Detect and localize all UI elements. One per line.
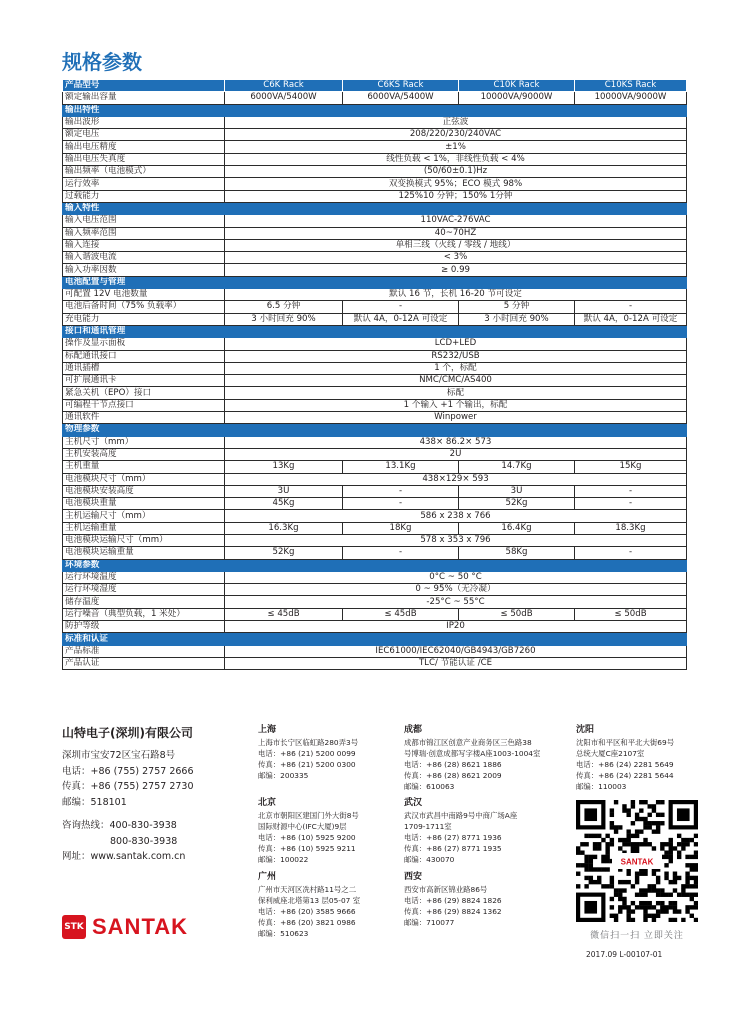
spec-label-cell: 电池模块运输重量 [63, 547, 225, 559]
spec-label-cell: 输入特性 [63, 202, 687, 214]
spec-value-cell: 45Kg [225, 498, 343, 510]
spec-value-cell: 438×129× 593 [225, 473, 687, 485]
spec-label-cell: 输入功率因数 [63, 264, 225, 276]
office-line: 北京市朝阳区建国门外大街8号 [258, 811, 359, 820]
spec-label-cell: 充电能力 [63, 313, 225, 325]
spec-value-cell: 40~70HZ [225, 227, 687, 239]
spec-label-cell: 主机运输重量 [63, 522, 225, 534]
section-header-row [63, 202, 687, 214]
spec-value-cell: - [575, 485, 687, 497]
spec-row [63, 129, 687, 141]
spec-label-cell: 产品型号 [63, 80, 225, 92]
spec-value-cell: IEC61000/IEC62040/GB4943/GB7260 [225, 645, 687, 657]
spec-label-cell: 可配置 12V 电池数量 [63, 289, 225, 301]
spec-row [63, 522, 687, 534]
spec-value-cell: 110VAC-276VAC [225, 215, 687, 227]
spec-value-cell: 双变换模式 95%；ECO 模式 98% [225, 178, 687, 190]
spec-value-cell: -25°C ~ 55°C [225, 596, 687, 608]
spec-label-cell: 电池配置与管理 [63, 276, 687, 288]
spec-value-cell: LCD+LED [225, 338, 687, 350]
qr-badge: SANTAK [620, 857, 654, 867]
spec-row [63, 547, 687, 559]
spec-value-cell: 14.7Kg [459, 461, 575, 473]
spec-value-cell: 正弦波 [225, 116, 687, 128]
office-line: 电话：+86 (21) 5200 0099 [258, 749, 356, 758]
office-xian [404, 871, 502, 928]
spec-label-cell: 可编程干节点接口 [63, 399, 225, 411]
spec-value-cell: C6K Rack [225, 80, 343, 92]
spec-value-cell: 13Kg [225, 461, 343, 473]
model-header-row [63, 80, 687, 92]
spec-row [63, 621, 687, 633]
office-line: 电话：+86 (28) 8621 1886 [404, 760, 502, 769]
spec-label-cell: 物理参数 [63, 424, 687, 436]
office-city: 北京 [258, 798, 277, 808]
spec-row [63, 375, 687, 387]
office-shanghai [258, 724, 358, 781]
spec-row [63, 239, 687, 251]
section-header-row [63, 633, 687, 645]
spec-value-cell: 1 个输入 +1 个输出，标配 [225, 399, 687, 411]
spec-row [63, 92, 687, 104]
spec-value-cell: - [575, 498, 687, 510]
spec-label-cell: 电池后备时间（75% 负载率） [63, 301, 225, 313]
company-name: 山特电子(深圳)有限公司 [62, 726, 193, 740]
spec-value-cell: 标配 [225, 387, 687, 399]
spec-row [63, 289, 687, 301]
spec-value-cell: ≤ 50dB [459, 608, 575, 620]
spec-label-cell: 产品标准 [63, 645, 225, 657]
office-line: 邮编：610063 [404, 782, 455, 791]
spec-label-cell: 输入电压范围 [63, 215, 225, 227]
spec-value-cell: 52Kg [225, 547, 343, 559]
spec-value-cell: 578 x 353 x 796 [225, 534, 687, 546]
spec-row [63, 473, 687, 485]
spec-value-cell: 18.3Kg [575, 522, 687, 534]
office-line: 传真：+86 (24) 2281 5644 [576, 771, 674, 780]
spec-row [63, 215, 687, 227]
spec-value-cell: C10K Rack [459, 80, 575, 92]
spec-label-cell: 运行噪音（典型负载，1 米处） [63, 608, 225, 620]
office-line: 邮编：100022 [258, 855, 309, 864]
page-title: 规格参数 [62, 50, 142, 74]
spec-row [63, 596, 687, 608]
spec-value-cell: 10000VA/9000W [575, 92, 687, 104]
qr-caption: 微信扫一扫 立即关注 [590, 931, 684, 941]
spec-value-cell: 438× 86.2× 573 [225, 436, 687, 448]
office-line: 邮编：110003 [576, 782, 627, 791]
company-tel: 电话：+86 (755) 2757 2666 [62, 765, 194, 777]
spec-value-cell: Winpower [225, 412, 687, 424]
wechat-qr-code[interactable] [576, 800, 698, 922]
spec-label-cell: 输出特性 [63, 104, 687, 116]
spec-value-cell: 线性负载 < 1%，非线性负载 < 4% [225, 153, 687, 165]
office-line: 电话：+86 (24) 2281 5649 [576, 760, 674, 769]
spec-value-cell: - [343, 485, 459, 497]
spec-value-cell: 52Kg [459, 498, 575, 510]
spec-row [63, 313, 687, 325]
spec-label-cell: 运行效率 [63, 178, 225, 190]
section-header-row [63, 424, 687, 436]
office-line: 传真：+86 (27) 8771 1935 [404, 844, 502, 853]
spec-label-cell: 额定输出容量 [63, 92, 225, 104]
spec-value-cell: 0°C ~ 50 °C [225, 571, 687, 583]
spec-row [63, 264, 687, 276]
spec-row [63, 178, 687, 190]
company-hotline: 咨询热线：400-830-3938 [62, 820, 177, 831]
spec-label-cell: 通讯软件 [63, 412, 225, 424]
office-line: 成都市锦江区创意产业商务区三色路38 [404, 738, 532, 747]
spec-label-cell: 标准和认证 [63, 633, 687, 645]
office-line: 传真：+86 (29) 8824 1362 [404, 907, 502, 916]
spec-value-cell: 1 个，标配 [225, 362, 687, 374]
spec-row [63, 448, 687, 460]
office-line: 1709-1711室 [404, 822, 452, 831]
spec-label-cell: 标配通讯接口 [63, 350, 225, 362]
spec-value-cell: 0 ~ 95%（无冷凝） [225, 584, 687, 596]
office-line: 保利威座北塔第13 层05-07 室 [258, 896, 361, 905]
spec-value-cell: 586 x 238 x 766 [225, 510, 687, 522]
spec-value-cell: 默认 16 节，长机 16-20 节可设定 [225, 289, 687, 301]
office-line: 传真：+86 (28) 8621 2009 [404, 771, 502, 780]
spec-label-cell: 防护等级 [63, 621, 225, 633]
spec-label-cell: 输出电压精度 [63, 141, 225, 153]
santak-logo [62, 914, 188, 940]
spec-row [63, 657, 687, 669]
spec-row [63, 584, 687, 596]
spec-label-cell: 通讯插槽 [63, 362, 225, 374]
company-address: 深圳市宝安72区宝石路8号 [62, 750, 176, 761]
spec-label-cell: 主机尺寸（mm） [63, 436, 225, 448]
section-header-row [63, 559, 687, 571]
spec-value-cell: (50/60±0.1)Hz [225, 166, 687, 178]
spec-value-cell: 3U [225, 485, 343, 497]
spec-row [63, 461, 687, 473]
spec-value-cell: 125%10 分钟；150% 1分钟 [225, 190, 687, 202]
spec-row [63, 436, 687, 448]
spec-value-cell: 208/220/230/240VAC [225, 129, 687, 141]
spec-value-cell: NMC/CMC/AS400 [225, 375, 687, 387]
spec-value-cell: 默认 4A，0-12A 可设定 [343, 313, 459, 325]
spec-label-cell: 操作及显示面板 [63, 338, 225, 350]
spec-label-cell: 主机安装高度 [63, 448, 225, 460]
office-line: 传真：+86 (20) 3821 0986 [258, 918, 356, 927]
office-line: 邮编：430070 [404, 855, 455, 864]
office-line: 邮编：510623 [258, 929, 309, 938]
office-beijing [258, 797, 359, 865]
company-website[interactable]: 网址：www.santak.com.cn [62, 851, 186, 862]
spec-row [63, 498, 687, 510]
spec-label-cell: 接口和通讯管理 [63, 325, 687, 337]
office-line: 电话：+86 (29) 8824 1826 [404, 896, 502, 905]
spec-value-cell: 6000VA/5400W [225, 92, 343, 104]
company-zip: 邮编：518101 [62, 796, 127, 808]
logo-text: SANTAK [92, 914, 189, 939]
spec-value-cell: 6000VA/5400W [343, 92, 459, 104]
spec-value-cell: 18Kg [343, 522, 459, 534]
spec-value-cell: IP20 [225, 621, 687, 633]
office-wuhan [404, 797, 517, 865]
spec-label-cell: 运行环境湿度 [63, 584, 225, 596]
company-hotline-2: 800-830-3938 [110, 835, 178, 847]
spec-row [63, 190, 687, 202]
office-line: 武汉市武昌中南路9号中商广场A座 [404, 811, 518, 820]
office-city: 沈阳 [576, 725, 595, 735]
spec-value-cell: - [343, 498, 459, 510]
spec-value-cell: 5 分钟 [459, 301, 575, 313]
office-line: 传真：+86 (10) 5925 9211 [258, 844, 356, 853]
office-line: 传真：+86 (21) 5200 0300 [258, 760, 356, 769]
company-fax: 传真：+86 (755) 2757 2730 [62, 781, 194, 792]
spec-value-cell: ≥ 0.99 [225, 264, 687, 276]
spec-label-cell: 环境参数 [63, 559, 687, 571]
spec-label-cell: 可扩展通讯卡 [63, 375, 225, 387]
spec-value-cell: ±1% [225, 141, 687, 153]
spec-label-cell: 电池模块运输尺寸（mm） [63, 534, 225, 546]
office-city: 成都 [404, 725, 423, 735]
office-line: 上海市长宁区临虹路280弄3号 [258, 738, 359, 747]
spec-row [63, 166, 687, 178]
office-line: 邮编：200335 [258, 771, 309, 780]
spec-value-cell: 默认 4A，0-12A 可设定 [575, 313, 687, 325]
spec-value-cell: 2U [225, 448, 687, 460]
spec-label-cell: 运行环境温度 [63, 571, 225, 583]
company-contact [62, 748, 194, 865]
office-shenyang [576, 724, 674, 792]
office-line: 广州市天河区冼村路11号之二 [258, 885, 357, 894]
spec-row [63, 141, 687, 153]
spec-row [63, 338, 687, 350]
spec-row [63, 485, 687, 497]
spec-row [63, 301, 687, 313]
spec-value-cell: 6.5 分钟 [225, 301, 343, 313]
spec-row [63, 608, 687, 620]
office-line: 西安市高新区锦业路86号 [404, 885, 488, 894]
office-line: 电话：+86 (27) 8771 1936 [404, 833, 502, 842]
spec-row [63, 116, 687, 128]
document-number: 2017.09 L-00107-01 [586, 950, 663, 959]
office-line: 总统大厦C座2107室 [576, 749, 645, 758]
spec-label-cell: 输出电压失真度 [63, 153, 225, 165]
office-line: 沈阳市和平区和平北大街69号 [576, 738, 675, 747]
spec-row [63, 510, 687, 522]
spec-value-cell: < 3% [225, 252, 687, 264]
spec-value-cell: 16.3Kg [225, 522, 343, 534]
spec-value-cell: - [575, 301, 687, 313]
office-city: 西安 [404, 872, 423, 882]
section-header-row [63, 325, 687, 337]
spec-row [63, 387, 687, 399]
spec-value-cell: - [343, 301, 459, 313]
spec-value-cell: C6KS Rack [343, 80, 459, 92]
spec-value-cell: RS232/USB [225, 350, 687, 362]
spec-value-cell: 单相三线（火线 / 零线 / 地线） [225, 239, 687, 251]
office-city: 武汉 [404, 798, 423, 808]
spec-row [63, 399, 687, 411]
spec-label-cell: 电池模块安装高度 [63, 485, 225, 497]
spec-row [63, 227, 687, 239]
spec-label-cell: 主机运输尺寸（mm） [63, 510, 225, 522]
office-chengdu [404, 724, 540, 792]
spec-label-cell: 紧急关机（EPO）接口 [63, 387, 225, 399]
spec-label-cell: 输入频率范围 [63, 227, 225, 239]
spec-row [63, 645, 687, 657]
spec-value-cell: ≤ 50dB [575, 608, 687, 620]
spec-label-cell: 额定电压 [63, 129, 225, 141]
office-guangzhou [258, 871, 360, 939]
spec-value-cell: 16.4Kg [459, 522, 575, 534]
spec-label-cell: 产品认证 [63, 657, 225, 669]
spec-row [63, 362, 687, 374]
section-header-row [63, 276, 687, 288]
office-line: 邮编：710077 [404, 918, 455, 927]
spec-value-cell: ≤ 45dB [225, 608, 343, 620]
spec-label-cell: 输出波形 [63, 116, 225, 128]
spec-row [63, 252, 687, 264]
spec-label-cell: 储存温度 [63, 596, 225, 608]
spec-value-cell: 3U [459, 485, 575, 497]
office-line: 号博瑞·创意成都写字楼A座1003-1004室 [404, 749, 541, 758]
spec-row [63, 350, 687, 362]
spec-value-cell: 3 小时回充 90% [225, 313, 343, 325]
spec-row [63, 534, 687, 546]
spec-table [62, 79, 687, 670]
spec-value-cell: TLC/ 节能认证 /CE [225, 657, 687, 669]
section-header-row [63, 104, 687, 116]
office-city: 广州 [258, 872, 277, 882]
office-line: 电话：+86 (10) 5925 9200 [258, 833, 356, 842]
spec-value-cell: 15Kg [575, 461, 687, 473]
office-line: 国际财源中心(IFC大厦)9层 [258, 822, 347, 831]
spec-row [63, 153, 687, 165]
spec-label-cell: 输入谐波电流 [63, 252, 225, 264]
spec-value-cell: - [343, 547, 459, 559]
spec-value-cell: ≤ 45dB [343, 608, 459, 620]
spec-value-cell: 58Kg [459, 547, 575, 559]
office-city: 上海 [258, 725, 277, 735]
spec-value-cell: C10KS Rack [575, 80, 687, 92]
spec-label-cell: 输出频率（电池模式） [63, 166, 225, 178]
spec-row [63, 412, 687, 424]
spec-label-cell: 过载能力 [63, 190, 225, 202]
spec-label-cell: 输入连接 [63, 239, 225, 251]
spec-value-cell: 3 小时回充 90% [459, 313, 575, 325]
spec-value-cell: - [575, 547, 687, 559]
spec-value-cell: 13.1Kg [343, 461, 459, 473]
spec-row [63, 571, 687, 583]
spec-label-cell: 电池模块重量 [63, 498, 225, 510]
logo-mark: STK [62, 915, 86, 939]
spec-label-cell: 电池模块尺寸（mm） [63, 473, 225, 485]
spec-label-cell: 主机重量 [63, 461, 225, 473]
office-line: 电话：+86 (20) 3585 9666 [258, 907, 356, 916]
spec-value-cell: 10000VA/9000W [459, 92, 575, 104]
